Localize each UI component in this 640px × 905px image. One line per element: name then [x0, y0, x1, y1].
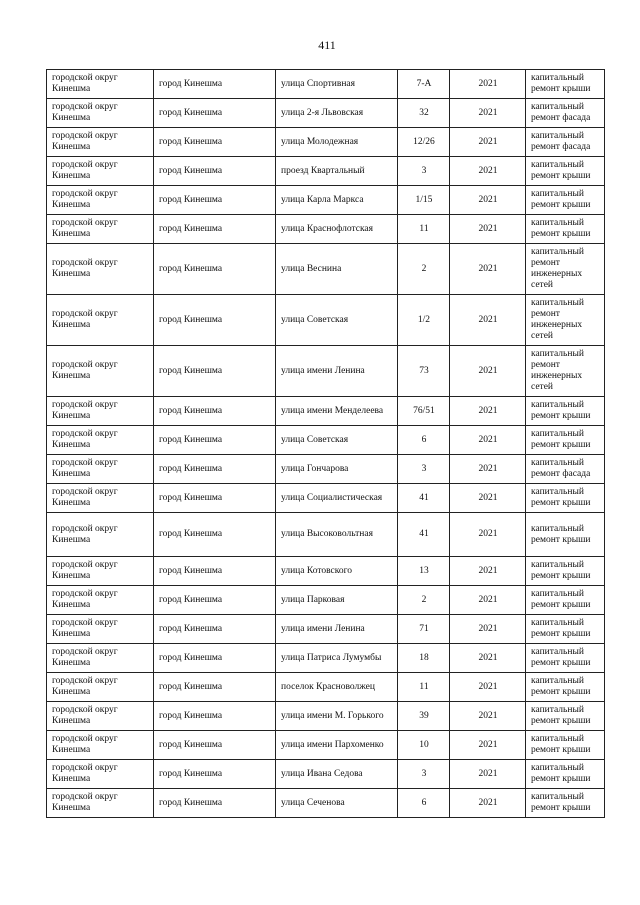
house-cell: 1/15	[398, 186, 450, 215]
year-cell: 2021	[450, 615, 526, 644]
house-cell: 11	[398, 215, 450, 244]
city-cell: город Кинешма	[154, 157, 276, 186]
table-row	[47, 586, 605, 615]
district-cell: городской округ Кинешма	[47, 426, 154, 455]
year-cell: 2021	[450, 455, 526, 484]
table-row	[47, 557, 605, 586]
street-cell: улица Ивана Седова	[276, 760, 398, 789]
street-cell: поселок Красноволжец	[276, 673, 398, 702]
work-type-cell: капитальный ремонт крыши	[526, 397, 605, 426]
district-cell: городской округ Кинешма	[47, 673, 154, 702]
street-cell: улица Карла Маркса	[276, 186, 398, 215]
house-cell: 73	[398, 346, 450, 397]
house-cell: 41	[398, 484, 450, 513]
year-cell: 2021	[450, 397, 526, 426]
year-cell: 2021	[450, 673, 526, 702]
work-type-cell: капитальный ремонт инженерных сетей	[526, 295, 605, 346]
table-row	[47, 99, 605, 128]
city-cell: город Кинешма	[154, 586, 276, 615]
table-row	[47, 615, 605, 644]
year-cell: 2021	[450, 99, 526, 128]
district-cell: городской округ Кинешма	[47, 513, 154, 557]
year-cell: 2021	[450, 731, 526, 760]
year-cell: 2021	[450, 295, 526, 346]
house-cell: 41	[398, 513, 450, 557]
work-type-cell: капитальный ремонт фасада	[526, 99, 605, 128]
city-cell: город Кинешма	[154, 186, 276, 215]
city-cell: город Кинешма	[154, 128, 276, 157]
street-cell: улица Краснофлотская	[276, 215, 398, 244]
street-cell: улица имени Ленина	[276, 615, 398, 644]
work-type-cell: капитальный ремонт крыши	[526, 644, 605, 673]
district-cell: городской округ Кинешма	[47, 397, 154, 426]
district-cell: городской округ Кинешма	[47, 128, 154, 157]
district-cell: городской округ Кинешма	[47, 186, 154, 215]
year-cell: 2021	[450, 346, 526, 397]
city-cell: город Кинешма	[154, 702, 276, 731]
year-cell: 2021	[450, 760, 526, 789]
district-cell: городской округ Кинешма	[47, 455, 154, 484]
table-row	[47, 346, 605, 397]
year-cell: 2021	[450, 586, 526, 615]
work-type-cell: капитальный ремонт фасада	[526, 455, 605, 484]
house-cell: 32	[398, 99, 450, 128]
year-cell: 2021	[450, 426, 526, 455]
year-cell: 2021	[450, 644, 526, 673]
house-cell: 71	[398, 615, 450, 644]
work-type-cell: капитальный ремонт крыши	[526, 702, 605, 731]
house-cell: 3	[398, 455, 450, 484]
work-type-cell: капитальный ремонт фасада	[526, 128, 605, 157]
page-number: 411	[318, 38, 336, 52]
house-cell: 2	[398, 586, 450, 615]
repair-schedule-table	[46, 69, 605, 818]
year-cell: 2021	[450, 557, 526, 586]
street-cell: улица Высоковольтная	[276, 513, 398, 557]
city-cell: город Кинешма	[154, 244, 276, 295]
work-type-cell: капитальный ремонт крыши	[526, 484, 605, 513]
table-row	[47, 455, 605, 484]
district-cell: городской округ Кинешма	[47, 731, 154, 760]
city-cell: город Кинешма	[154, 513, 276, 557]
street-cell: улица Молодежная	[276, 128, 398, 157]
table-row	[47, 484, 605, 513]
work-type-cell: капитальный ремонт крыши	[526, 586, 605, 615]
district-cell: городской округ Кинешма	[47, 215, 154, 244]
city-cell: город Кинешма	[154, 295, 276, 346]
street-cell: улица Патриса Лумумбы	[276, 644, 398, 673]
year-cell: 2021	[450, 513, 526, 557]
city-cell: город Кинешма	[154, 484, 276, 513]
city-cell: город Кинешма	[154, 615, 276, 644]
street-cell: улица имени Ленина	[276, 346, 398, 397]
work-type-cell: капитальный ремонт крыши	[526, 513, 605, 557]
house-cell: 10	[398, 731, 450, 760]
work-type-cell: капитальный ремонт крыши	[526, 760, 605, 789]
work-type-cell: капитальный ремонт крыши	[526, 557, 605, 586]
table-row	[47, 513, 605, 557]
house-cell: 2	[398, 244, 450, 295]
city-cell: город Кинешма	[154, 70, 276, 99]
district-cell: городской округ Кинешма	[47, 557, 154, 586]
work-type-cell: капитальный ремонт крыши	[526, 157, 605, 186]
table-row	[47, 702, 605, 731]
table-row	[47, 731, 605, 760]
district-cell: городской округ Кинешма	[47, 615, 154, 644]
street-cell: улица Социалистическая	[276, 484, 398, 513]
district-cell: городской округ Кинешма	[47, 244, 154, 295]
city-cell: город Кинешма	[154, 557, 276, 586]
house-cell: 1/2	[398, 295, 450, 346]
work-type-cell: капитальный ремонт крыши	[526, 731, 605, 760]
house-cell: 39	[398, 702, 450, 731]
street-cell: проезд Квартальный	[276, 157, 398, 186]
city-cell: город Кинешма	[154, 644, 276, 673]
table-row	[47, 70, 605, 99]
table-row	[47, 215, 605, 244]
street-cell: улица 2-я Львовская	[276, 99, 398, 128]
city-cell: город Кинешма	[154, 760, 276, 789]
table-row	[47, 128, 605, 157]
city-cell: город Кинешма	[154, 346, 276, 397]
year-cell: 2021	[450, 128, 526, 157]
street-cell: улица Спортивная	[276, 70, 398, 99]
house-cell: 3	[398, 760, 450, 789]
street-cell: улица имени Пархоменко	[276, 731, 398, 760]
table-row	[47, 244, 605, 295]
table-row	[47, 186, 605, 215]
table-row	[47, 397, 605, 426]
work-type-cell: капитальный ремонт крыши	[526, 186, 605, 215]
street-cell: улица Сеченова	[276, 789, 398, 818]
district-cell: городской округ Кинешма	[47, 99, 154, 128]
district-cell: городской округ Кинешма	[47, 586, 154, 615]
house-cell: 12/26	[398, 128, 450, 157]
table-row	[47, 426, 605, 455]
year-cell: 2021	[450, 244, 526, 295]
street-cell: улица Советская	[276, 295, 398, 346]
work-type-cell: капитальный ремонт крыши	[526, 673, 605, 702]
city-cell: город Кинешма	[154, 673, 276, 702]
work-type-cell: капитальный ремонт инженерных сетей	[526, 244, 605, 295]
street-cell: улица имени М. Горького	[276, 702, 398, 731]
house-cell: 3	[398, 157, 450, 186]
table-body	[47, 70, 605, 818]
year-cell: 2021	[450, 186, 526, 215]
table-row	[47, 295, 605, 346]
work-type-cell: капитальный ремонт крыши	[526, 615, 605, 644]
house-cell: 6	[398, 789, 450, 818]
work-type-cell: капитальный ремонт крыши	[526, 215, 605, 244]
district-cell: городской округ Кинешма	[47, 760, 154, 789]
year-cell: 2021	[450, 789, 526, 818]
city-cell: город Кинешма	[154, 455, 276, 484]
table-row	[47, 673, 605, 702]
street-cell: улица Гончарова	[276, 455, 398, 484]
street-cell: улица имени Менделеева	[276, 397, 398, 426]
district-cell: городской округ Кинешма	[47, 789, 154, 818]
city-cell: город Кинешма	[154, 426, 276, 455]
district-cell: городской округ Кинешма	[47, 295, 154, 346]
year-cell: 2021	[450, 215, 526, 244]
house-cell: 13	[398, 557, 450, 586]
year-cell: 2021	[450, 157, 526, 186]
year-cell: 2021	[450, 702, 526, 731]
city-cell: город Кинешма	[154, 99, 276, 128]
work-type-cell: капитальный ремонт инженерных сетей	[526, 346, 605, 397]
district-cell: городской округ Кинешма	[47, 702, 154, 731]
street-cell: улица Советская	[276, 426, 398, 455]
city-cell: город Кинешма	[154, 215, 276, 244]
district-cell: городской округ Кинешма	[47, 346, 154, 397]
table-row	[47, 789, 605, 818]
house-cell: 11	[398, 673, 450, 702]
city-cell: город Кинешма	[154, 789, 276, 818]
city-cell: город Кинешма	[154, 731, 276, 760]
district-cell: городской округ Кинешма	[47, 644, 154, 673]
house-cell: 76/51	[398, 397, 450, 426]
house-cell: 7-А	[398, 70, 450, 99]
street-cell: улица Котовского	[276, 557, 398, 586]
table-row	[47, 760, 605, 789]
city-cell: город Кинешма	[154, 397, 276, 426]
year-cell: 2021	[450, 70, 526, 99]
table-row	[47, 157, 605, 186]
street-cell: улица Парковая	[276, 586, 398, 615]
work-type-cell: капитальный ремонт крыши	[526, 426, 605, 455]
street-cell: улица Веснина	[276, 244, 398, 295]
work-type-cell: капитальный ремонт крыши	[526, 789, 605, 818]
district-cell: городской округ Кинешма	[47, 70, 154, 99]
district-cell: городской округ Кинешма	[47, 484, 154, 513]
work-type-cell: капитальный ремонт крыши	[526, 70, 605, 99]
house-cell: 18	[398, 644, 450, 673]
district-cell: городской округ Кинешма	[47, 157, 154, 186]
year-cell: 2021	[450, 484, 526, 513]
house-cell: 6	[398, 426, 450, 455]
table-row	[47, 644, 605, 673]
